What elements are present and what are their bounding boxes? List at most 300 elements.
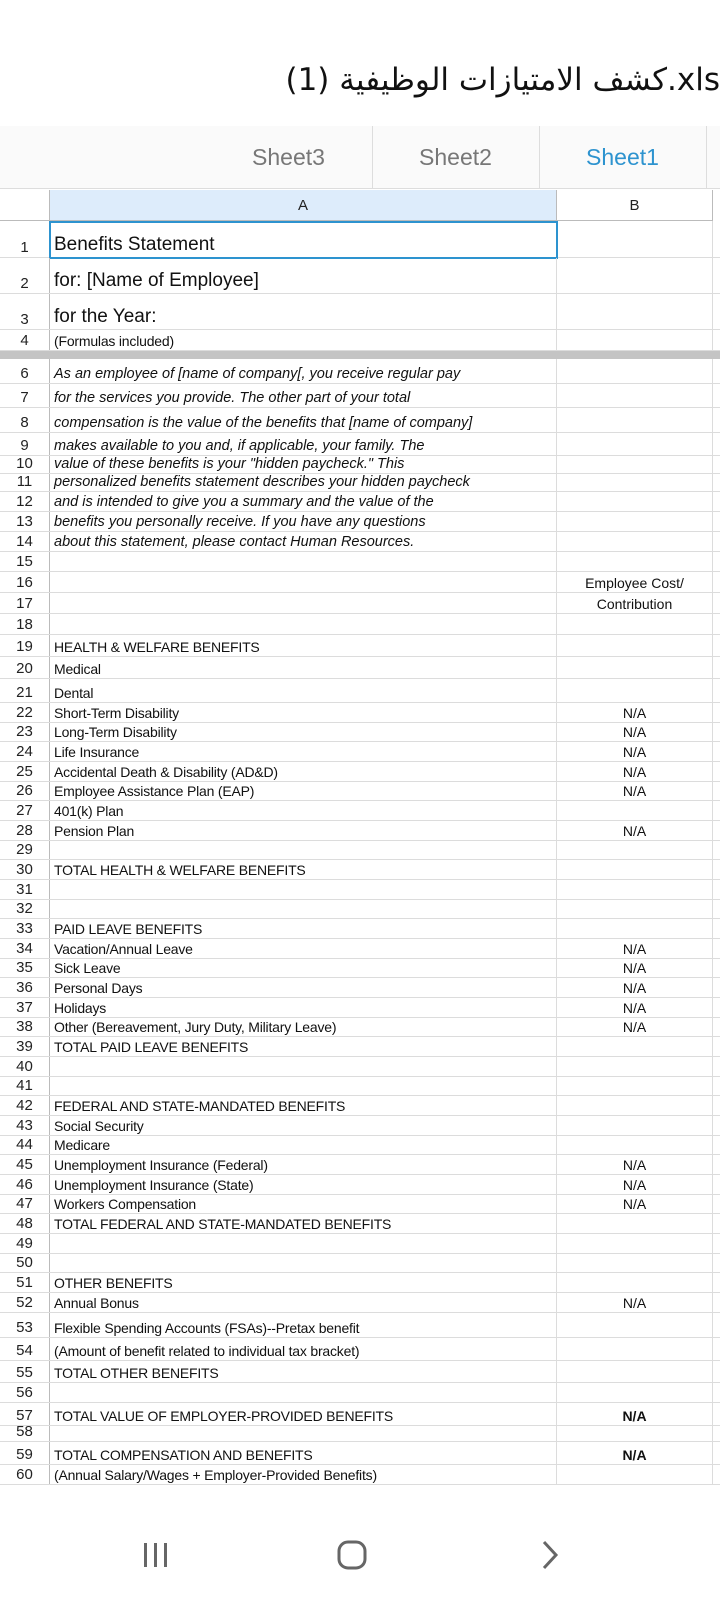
row-header[interactable]: [0, 474, 50, 491]
cell-b[interactable]: [557, 703, 713, 722]
spreadsheet-row[interactable]: [0, 572, 720, 593]
cell-b[interactable]: [557, 762, 713, 781]
row-number: 30: [16, 861, 33, 878]
cell-a[interactable]: [50, 614, 557, 634]
row-number: 36: [16, 979, 33, 996]
spreadsheet-row[interactable]: [0, 821, 720, 841]
row-header[interactable]: [0, 1116, 50, 1135]
cell-a-text: Long-Term Disability: [54, 724, 177, 740]
row-number: 57: [16, 1407, 33, 1424]
row-header[interactable]: [0, 1155, 50, 1174]
cell-b[interactable]: [557, 860, 713, 879]
spreadsheet-row[interactable]: [0, 679, 720, 703]
cell-a[interactable]: [50, 1383, 557, 1402]
spreadsheet-row[interactable]: [0, 703, 720, 723]
spreadsheet-row[interactable]: [0, 330, 720, 351]
row-header[interactable]: [0, 614, 50, 634]
row-header[interactable]: [0, 1018, 50, 1036]
row-header[interactable]: [0, 408, 50, 432]
cell-a-text: Pension Plan: [54, 823, 135, 839]
row-header[interactable]: [0, 532, 50, 551]
cell-a-text: Employee Assistance Plan (EAP): [54, 783, 255, 799]
row-header[interactable]: [0, 1361, 50, 1382]
cell-b[interactable]: [557, 1426, 713, 1441]
row-header[interactable]: [0, 1254, 50, 1272]
row-header[interactable]: [0, 1313, 50, 1337]
cell-a[interactable]: [50, 359, 557, 383]
home-icon[interactable]: [322, 1530, 382, 1580]
recent-apps-icon[interactable]: [126, 1530, 186, 1580]
cell-a-text: Medical: [54, 661, 101, 677]
cell-a[interactable]: [50, 1096, 557, 1115]
row-header[interactable]: [0, 384, 50, 407]
cell-b-text: N/A: [622, 1196, 647, 1212]
cell-a[interactable]: [50, 919, 557, 938]
cell-b[interactable]: [557, 330, 713, 350]
cell-b[interactable]: [557, 258, 713, 293]
row-header[interactable]: [0, 1096, 50, 1115]
cell-b[interactable]: [557, 1175, 713, 1194]
row-number: 31: [16, 881, 33, 898]
cell-a[interactable]: [50, 939, 557, 958]
row-header[interactable]: [0, 572, 50, 592]
cell-a[interactable]: [50, 1195, 557, 1213]
cell-a[interactable]: [50, 860, 557, 879]
spreadsheet-row[interactable]: [0, 959, 720, 978]
row-header[interactable]: [0, 1136, 50, 1154]
spreadsheet-row[interactable]: [0, 939, 720, 959]
cell-b[interactable]: [557, 408, 713, 432]
spreadsheet-row[interactable]: [0, 1338, 720, 1361]
cell-b[interactable]: [557, 552, 713, 571]
spreadsheet-row[interactable]: [0, 1136, 720, 1155]
cell-a[interactable]: [50, 723, 557, 741]
cell-b[interactable]: [557, 939, 713, 958]
cell-b-text: N/A: [622, 724, 647, 740]
cell-a-text: TOTAL OTHER BENEFITS: [54, 1365, 219, 1381]
spreadsheet-row[interactable]: [0, 742, 720, 762]
cell-a[interactable]: [50, 959, 557, 977]
spreadsheet-row[interactable]: [0, 532, 720, 552]
row-number: 46: [16, 1176, 33, 1193]
cell-b[interactable]: [557, 1155, 713, 1174]
cell-b[interactable]: [557, 1214, 713, 1233]
spreadsheet-row[interactable]: [0, 1361, 720, 1383]
cell-a[interactable]: [50, 1037, 557, 1056]
spreadsheet-row[interactable]: [0, 552, 720, 572]
row-header[interactable]: [0, 762, 50, 781]
cell-b[interactable]: [557, 1361, 713, 1382]
row-number: 21: [16, 684, 33, 701]
spreadsheet-row[interactable]: [0, 593, 720, 614]
spreadsheet-row[interactable]: [0, 1057, 720, 1077]
cell-a[interactable]: [50, 221, 557, 257]
cell-a[interactable]: [50, 572, 557, 592]
row-header[interactable]: [0, 679, 50, 702]
row-header[interactable]: [0, 1423, 50, 1441]
spreadsheet-row[interactable]: [0, 1465, 720, 1485]
cell-a[interactable]: [50, 679, 557, 702]
cell-b-text: N/A: [622, 705, 647, 721]
cell-a[interactable]: [50, 1442, 557, 1464]
cell-a-text: Personal Days: [54, 980, 143, 996]
cell-b[interactable]: [557, 359, 713, 383]
spreadsheet-row[interactable]: [0, 919, 720, 939]
cell-a[interactable]: [50, 1175, 557, 1194]
cell-b[interactable]: [557, 959, 713, 977]
cell-a-text: value of these benefits is your "hidden paycheck." This: [54, 456, 405, 472]
row-number: 9: [20, 437, 29, 454]
spreadsheet-row[interactable]: [0, 1018, 720, 1037]
row-header[interactable]: [0, 1214, 50, 1233]
cell-a[interactable]: [50, 408, 557, 432]
cell-a[interactable]: [50, 1136, 557, 1154]
spreadsheet-row[interactable]: [0, 456, 720, 474]
spreadsheet-row[interactable]: [0, 782, 720, 801]
cell-a[interactable]: [50, 635, 557, 656]
cell-a[interactable]: [50, 657, 557, 678]
cell-a-text: Annual Bonus: [54, 1295, 139, 1311]
cell-a[interactable]: [50, 1293, 557, 1312]
cell-a[interactable]: [50, 1057, 557, 1076]
cell-b[interactable]: [557, 998, 713, 1017]
cell-a[interactable]: [50, 384, 557, 407]
cell-b[interactable]: [557, 1403, 713, 1425]
cell-b[interactable]: [557, 492, 713, 511]
cell-a[interactable]: [50, 703, 557, 722]
row-header[interactable]: [0, 723, 50, 741]
row-header[interactable]: [0, 552, 50, 571]
cell-a-text: Holidays: [54, 1000, 107, 1016]
cell-a-text: Workers Compensation: [54, 1196, 197, 1212]
cell-a[interactable]: [50, 294, 557, 329]
row-header[interactable]: [0, 959, 50, 977]
row-number: 2: [20, 275, 29, 292]
spreadsheet-row[interactable]: [0, 1214, 720, 1234]
row-header[interactable]: [0, 1338, 50, 1360]
row-number: 22: [16, 704, 33, 721]
cell-b[interactable]: [557, 880, 713, 899]
spreadsheet-row[interactable]: [0, 492, 720, 512]
row-number: 37: [16, 999, 33, 1016]
spreadsheet-row[interactable]: [0, 359, 720, 384]
cell-b[interactable]: [557, 919, 713, 938]
cell-b[interactable]: [557, 841, 713, 859]
spreadsheet-row[interactable]: [0, 1403, 720, 1426]
sheet-tabs: [0, 126, 720, 189]
back-icon[interactable]: [520, 1530, 580, 1580]
cell-b[interactable]: [557, 1096, 713, 1115]
row-number: 52: [16, 1294, 33, 1311]
row-header[interactable]: [0, 433, 50, 455]
spreadsheet-row[interactable]: [0, 860, 720, 880]
row-header[interactable]: [0, 512, 50, 531]
cell-a[interactable]: [50, 532, 557, 551]
row-number: 11: [16, 473, 33, 490]
tab-sheet3[interactable]: Sheet3: [205, 126, 373, 188]
spreadsheet-row[interactable]: [0, 512, 720, 532]
spreadsheet-row[interactable]: [0, 1442, 720, 1465]
cell-b[interactable]: [557, 572, 713, 592]
spreadsheet-row[interactable]: [0, 1383, 720, 1403]
row-number: 49: [16, 1235, 33, 1252]
row-header[interactable]: [0, 294, 50, 329]
spreadsheet-row[interactable]: [0, 978, 720, 998]
cell-a[interactable]: [50, 492, 557, 511]
row-number: 24: [16, 743, 33, 760]
row-header[interactable]: [0, 998, 50, 1017]
cell-b[interactable]: [557, 614, 713, 634]
cell-b[interactable]: [557, 1383, 713, 1402]
cell-b[interactable]: [557, 1077, 713, 1095]
cell-a-text: Short-Term Disability: [54, 705, 179, 721]
row-header[interactable]: [0, 703, 50, 722]
cell-a[interactable]: [50, 1116, 557, 1135]
cell-a[interactable]: [50, 1465, 557, 1484]
row-header[interactable]: [0, 1383, 50, 1402]
row-number: 35: [16, 959, 33, 976]
row-number: 39: [16, 1038, 33, 1055]
row-header[interactable]: [0, 1273, 50, 1292]
tab-sheet2[interactable]: Sheet2: [372, 126, 540, 188]
cell-b[interactable]: [557, 294, 713, 329]
cell-a[interactable]: [50, 1155, 557, 1174]
cell-b[interactable]: [557, 978, 713, 997]
row-number: 32: [16, 900, 33, 917]
row-header[interactable]: [0, 742, 50, 761]
freeze-pane-divider[interactable]: [0, 351, 720, 359]
navigation-bar: [0, 1510, 720, 1600]
row-number: 34: [16, 940, 33, 957]
spreadsheet-row[interactable]: [0, 657, 720, 679]
cell-b[interactable]: [557, 1018, 713, 1036]
cell-b[interactable]: [557, 742, 713, 761]
cell-b[interactable]: [557, 1037, 713, 1056]
cell-a[interactable]: [50, 1273, 557, 1292]
spreadsheet-row[interactable]: [0, 762, 720, 782]
cell-b[interactable]: [557, 512, 713, 531]
row-header[interactable]: [0, 221, 50, 257]
cell-a[interactable]: [50, 1338, 557, 1360]
spreadsheet-row[interactable]: [0, 1116, 720, 1136]
cell-b[interactable]: [557, 593, 713, 613]
cell-a[interactable]: [50, 1313, 557, 1337]
spreadsheet-row[interactable]: [0, 384, 720, 408]
cell-a[interactable]: [50, 801, 557, 820]
cell-b-text: Employee Cost/: [585, 575, 684, 591]
row-header[interactable]: [0, 1175, 50, 1194]
spreadsheet-row[interactable]: [0, 1096, 720, 1116]
spreadsheet-row[interactable]: [0, 1037, 720, 1057]
row-header[interactable]: [0, 880, 50, 899]
row-number: 55: [16, 1364, 33, 1381]
row-header[interactable]: [0, 821, 50, 840]
cell-a[interactable]: [50, 456, 557, 473]
spreadsheet-row[interactable]: [0, 841, 720, 860]
spreadsheet-row[interactable]: [0, 1293, 720, 1313]
spreadsheet-row[interactable]: [0, 221, 720, 258]
spreadsheet-row[interactable]: [0, 1423, 720, 1442]
cell-a[interactable]: [50, 821, 557, 840]
cell-b[interactable]: [557, 433, 713, 455]
cell-b[interactable]: [557, 456, 713, 473]
row-header[interactable]: [0, 1442, 50, 1464]
cell-b[interactable]: [557, 1338, 713, 1360]
row-header[interactable]: [0, 1403, 50, 1425]
row-header[interactable]: [0, 258, 50, 293]
cell-a-text: compensation is the value of the benefits that [name of company]: [54, 415, 473, 431]
cell-a-text: FEDERAL AND STATE-MANDATED BENEFITS: [54, 1098, 346, 1114]
row-header[interactable]: [0, 1077, 50, 1095]
row-header[interactable]: [0, 1195, 50, 1213]
cell-b[interactable]: [557, 723, 713, 741]
row-header[interactable]: [0, 635, 50, 656]
cell-a[interactable]: [50, 762, 557, 781]
spreadsheet-row[interactable]: [0, 258, 720, 294]
cell-b[interactable]: [557, 1234, 713, 1253]
cell-a[interactable]: [50, 593, 557, 613]
cell-a-text: TOTAL FEDERAL AND STATE-MANDATED BENEFITS: [54, 1216, 392, 1232]
cell-a[interactable]: [50, 841, 557, 859]
spreadsheet-row[interactable]: [0, 1155, 720, 1175]
cell-b-text: N/A: [622, 1000, 647, 1016]
spreadsheet-row[interactable]: [0, 723, 720, 742]
cell-a[interactable]: [50, 1403, 557, 1425]
cell-b[interactable]: [557, 657, 713, 678]
cell-b[interactable]: [557, 532, 713, 551]
spreadsheet-row[interactable]: [0, 900, 720, 919]
cell-a[interactable]: [50, 1234, 557, 1253]
row-header[interactable]: [0, 1057, 50, 1076]
cell-b[interactable]: [557, 1442, 713, 1464]
row-header[interactable]: [0, 801, 50, 820]
cell-a[interactable]: [50, 1426, 557, 1441]
spreadsheet-row[interactable]: [0, 474, 720, 492]
spreadsheet-row[interactable]: [0, 880, 720, 900]
cell-a[interactable]: [50, 1254, 557, 1272]
cell-b[interactable]: [557, 1465, 713, 1484]
row-number: 44: [16, 1136, 33, 1153]
cell-b[interactable]: [557, 635, 713, 656]
spreadsheet-row[interactable]: [0, 294, 720, 330]
row-header[interactable]: [0, 1234, 50, 1253]
cell-b[interactable]: [557, 679, 713, 702]
spreadsheet-grid[interactable]: [0, 221, 720, 1510]
row-header[interactable]: [0, 456, 50, 473]
row-header[interactable]: [0, 492, 50, 511]
cell-a[interactable]: [50, 433, 557, 455]
spreadsheet-row[interactable]: [0, 433, 720, 456]
spreadsheet-row[interactable]: [0, 1273, 720, 1293]
cell-a-text: (Amount of benefit related to individual tax bracket): [54, 1343, 360, 1359]
row-header[interactable]: [0, 919, 50, 938]
row-number: 6: [20, 365, 29, 382]
row-number: 1: [20, 239, 29, 256]
spreadsheet-row[interactable]: [0, 408, 720, 433]
cell-a[interactable]: [50, 1214, 557, 1233]
spreadsheet-row[interactable]: [0, 635, 720, 657]
cell-a-text: TOTAL HEALTH & WELFARE BENEFITS: [54, 862, 306, 878]
cell-a-text: TOTAL VALUE OF EMPLOYER-PROVIDED BENEFITS: [54, 1408, 394, 1424]
cell-a[interactable]: [50, 880, 557, 899]
spreadsheet-row[interactable]: [0, 1234, 720, 1254]
spreadsheet-row[interactable]: [0, 801, 720, 821]
cell-a[interactable]: [50, 1361, 557, 1382]
cell-b[interactable]: [557, 900, 713, 918]
cell-b[interactable]: [557, 1057, 713, 1076]
row-number: 38: [16, 1018, 33, 1035]
row-header[interactable]: [0, 860, 50, 879]
cell-b[interactable]: [557, 384, 713, 407]
row-number: 17: [16, 595, 33, 612]
cell-a[interactable]: [50, 978, 557, 997]
cell-b[interactable]: [557, 1195, 713, 1213]
cell-a-text: Benefits Statement: [54, 234, 215, 255]
cell-a[interactable]: [50, 552, 557, 571]
row-header[interactable]: [0, 359, 50, 383]
row-header[interactable]: [0, 978, 50, 997]
row-header[interactable]: [0, 1465, 50, 1484]
cell-b[interactable]: [557, 821, 713, 840]
cell-a[interactable]: [50, 1077, 557, 1095]
cell-a[interactable]: [50, 998, 557, 1017]
row-header[interactable]: [0, 1037, 50, 1056]
select-all-corner[interactable]: [0, 190, 50, 221]
row-header[interactable]: [0, 1293, 50, 1312]
cell-b[interactable]: [557, 782, 713, 800]
cell-b[interactable]: [557, 221, 713, 257]
cell-b[interactable]: [557, 1273, 713, 1292]
row-header[interactable]: [0, 593, 50, 613]
column-header-a[interactable]: A: [50, 190, 557, 221]
row-header[interactable]: [0, 657, 50, 678]
cell-b[interactable]: [557, 1254, 713, 1272]
spreadsheet-row[interactable]: [0, 1175, 720, 1195]
cell-a[interactable]: [50, 742, 557, 761]
spreadsheet-row[interactable]: [0, 614, 720, 635]
row-header[interactable]: [0, 841, 50, 859]
cell-a-text: Life Insurance: [54, 744, 140, 760]
cell-b[interactable]: [557, 801, 713, 820]
spreadsheet-row[interactable]: [0, 1313, 720, 1338]
row-header[interactable]: [0, 939, 50, 958]
cell-a[interactable]: [50, 1018, 557, 1036]
cell-a[interactable]: [50, 900, 557, 918]
cell-a[interactable]: [50, 512, 557, 531]
cell-b[interactable]: [557, 1116, 713, 1135]
cell-a[interactable]: [50, 258, 557, 293]
tab-sheet1[interactable]: Sheet1: [539, 126, 707, 188]
cell-a[interactable]: [50, 782, 557, 800]
cell-b[interactable]: [557, 474, 713, 491]
row-number: 48: [16, 1215, 33, 1232]
row-header[interactable]: [0, 330, 50, 350]
row-number: 4: [20, 332, 29, 349]
cell-b[interactable]: [557, 1293, 713, 1312]
cell-a[interactable]: [50, 330, 557, 350]
spreadsheet-row[interactable]: [0, 998, 720, 1018]
cell-a[interactable]: [50, 474, 557, 491]
row-header[interactable]: [0, 782, 50, 800]
row-header[interactable]: [0, 900, 50, 918]
cell-a-text: for the services you provide. The other part of your total: [54, 390, 411, 406]
spreadsheet-row[interactable]: [0, 1077, 720, 1096]
cell-b[interactable]: [557, 1136, 713, 1154]
spreadsheet-row[interactable]: [0, 1195, 720, 1214]
cell-b[interactable]: [557, 1313, 713, 1337]
column-header-b[interactable]: B: [557, 190, 713, 221]
spreadsheet-row[interactable]: [0, 1254, 720, 1273]
